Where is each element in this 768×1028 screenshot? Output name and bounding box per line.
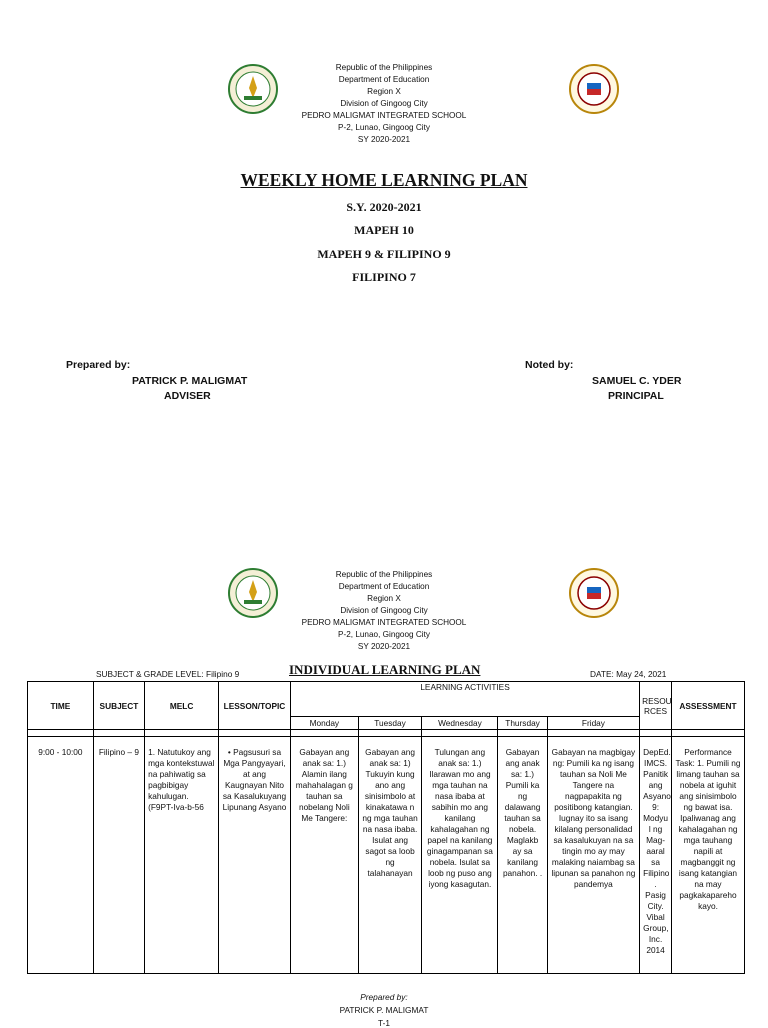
col-subject: SUBJECT: [93, 682, 144, 730]
col-time: TIME: [28, 682, 94, 730]
letterhead-line: P-2, Lunao, Gingoog City: [338, 123, 430, 132]
table-row: [28, 737, 745, 974]
subject-line: MAPEH 9 & FILIPINO 9: [317, 247, 451, 261]
letterhead-line: P-2, Lunao, Gingoog City: [338, 630, 430, 639]
cell-melc: 1. Natutukoy ang mga kontekstuwal na pahiwatig sa pagbibigay kahulugan. (F9PT-Iva-b-56: [145, 737, 219, 974]
footer-prepared-name: PATRICK P. MALIGMAT: [339, 1005, 429, 1015]
subject-line: FILIPINO 7: [352, 270, 416, 284]
col-friday: Friday: [547, 717, 639, 730]
letterhead-line: Department of Education: [338, 582, 430, 591]
noted-by-name: SAMUEL C. YDER: [592, 375, 682, 387]
letterhead-line: Region X: [367, 87, 401, 96]
letterhead-line: PEDRO MALIGMAT INTEGRATED SCHOOL: [301, 111, 467, 120]
letterhead-line: Department of Education: [338, 75, 430, 84]
prepared-by-label: Prepared by:: [66, 359, 131, 371]
col-monday: Monday: [290, 717, 358, 730]
prepared-by-name: PATRICK P. MALIGMAT: [132, 375, 248, 387]
cell-wednesday: Tulungan ang anak sa: 1.) Ilarawan mo ang mga tauhan na nasa ibaba at sabihin mo ang kanilang kahalagahan ng papel na kanilang ginagampanan sa nobela. Isulat sa loob ng puso ang iyong kasagutan.: [422, 737, 498, 974]
division-seal-right: [569, 568, 619, 618]
noted-by-label: Noted by:: [525, 359, 574, 371]
plan-date: DATE: May 24, 2021: [590, 669, 667, 679]
col-resources: RESOU RCES: [640, 682, 672, 730]
cell-lesson: [219, 737, 291, 974]
col-thursday: Thursday: [498, 717, 547, 730]
letterhead-top: [234, 62, 534, 146]
letterhead-plan: [234, 569, 534, 653]
subject-line: MAPEH 10: [354, 223, 414, 237]
bullet-icon: •: [227, 747, 234, 757]
letterhead-line: SY 2020-2021: [357, 135, 411, 144]
cell-resources: DepEd. IMCS. Panitik ang Asyano 9: Modyu l ng Mag-aaral sa Filipino . Pasig City. Vibal Group, Inc. 2014: [640, 737, 672, 974]
subject-grade-level: SUBJECT & GRADE LEVEL: Filipino 9: [96, 669, 240, 679]
cell-monday: Gabayan ang anak sa: 1.) Alamin ilang mahahalagan g tauhan sa nobelang Noli Me Tangere:: [290, 737, 358, 974]
plan-title: INDIVIDUAL LEARNING PLAN: [289, 662, 481, 677]
col-wednesday: Wednesday: [422, 717, 498, 730]
col-lesson: LESSON/TOPIC: [219, 682, 291, 730]
col-tuesday: Tuesday: [358, 717, 422, 730]
col-melc: MELC: [145, 682, 219, 730]
school-year: S.Y. 2020-2021: [346, 200, 422, 214]
col-learning-activities: LEARNING ACTIVITIES: [290, 682, 639, 717]
cell-time: 9:00 - 10:00: [28, 737, 94, 974]
prepared-by-title: ADVISER: [164, 390, 211, 402]
cell-assessment: Performance Task: 1. Pumili ng limang tauhan sa nobela at iguhit ang sinisimbolo ng bawat isa. Ipaliwanag ang kahalagahan ng mga tauhang napili at magbanggit ng isang katangian na may pagkakapareho kayo.: [671, 737, 744, 974]
cell-friday: Gabayan na magbigay ng: Pumili ka ng isang tauhan sa Noli Me Tangere na nagpapakita ng positibong katangian. Iugnay ito sa isang kilalang personalidad sa kasalukuyan na sa tingin mo ay may malaking naiambag sa lipunan sa panahon ng pandemya: [547, 737, 639, 974]
cell-subject: Filipino – 9: [93, 737, 144, 974]
cell-thursday: Gabayan ang anak sa: 1.) Pumili ka ng dalawang tauhan sa nobela. Maglakb ay sa kanilang panahon. .: [498, 737, 547, 974]
letterhead-line: Republic of the Philippines: [335, 570, 433, 579]
division-seal-right: [569, 64, 619, 114]
noted-by-title: PRINCIPAL: [608, 390, 664, 402]
letterhead-line: Republic of the Philippines: [335, 63, 433, 72]
letterhead-line: Region X: [367, 594, 401, 603]
letterhead-line: SY 2020-2021: [357, 642, 411, 651]
cell-tuesday: Gabayan ang anak sa: 1) Tukuyin kung ano ang sinisimbolo at kinakatawa n ng mga tauhan na nasa ibaba. Isulat ang sagot sa loob ng talahanayan: [358, 737, 422, 974]
letterhead-line: Division of Gingoog City: [340, 99, 428, 108]
learning-plan-table: [27, 681, 745, 974]
letterhead-line: Division of Gingoog City: [340, 606, 428, 615]
page-title: WEEKLY HOME LEARNING PLAN: [240, 170, 528, 190]
lesson-text: Pagsusuri sa Mga Pangyayari, at ang Kaugnayan Nito sa Kasalukuyang Lipunang Asyano: [222, 747, 287, 812]
footer-prepared-title: T-1: [378, 1018, 390, 1028]
col-assessment: ASSESSMENT: [671, 682, 744, 730]
letterhead-line: PEDRO MALIGMAT INTEGRATED SCHOOL: [301, 618, 467, 627]
footer-prepared-label: Prepared by:: [360, 992, 408, 1002]
